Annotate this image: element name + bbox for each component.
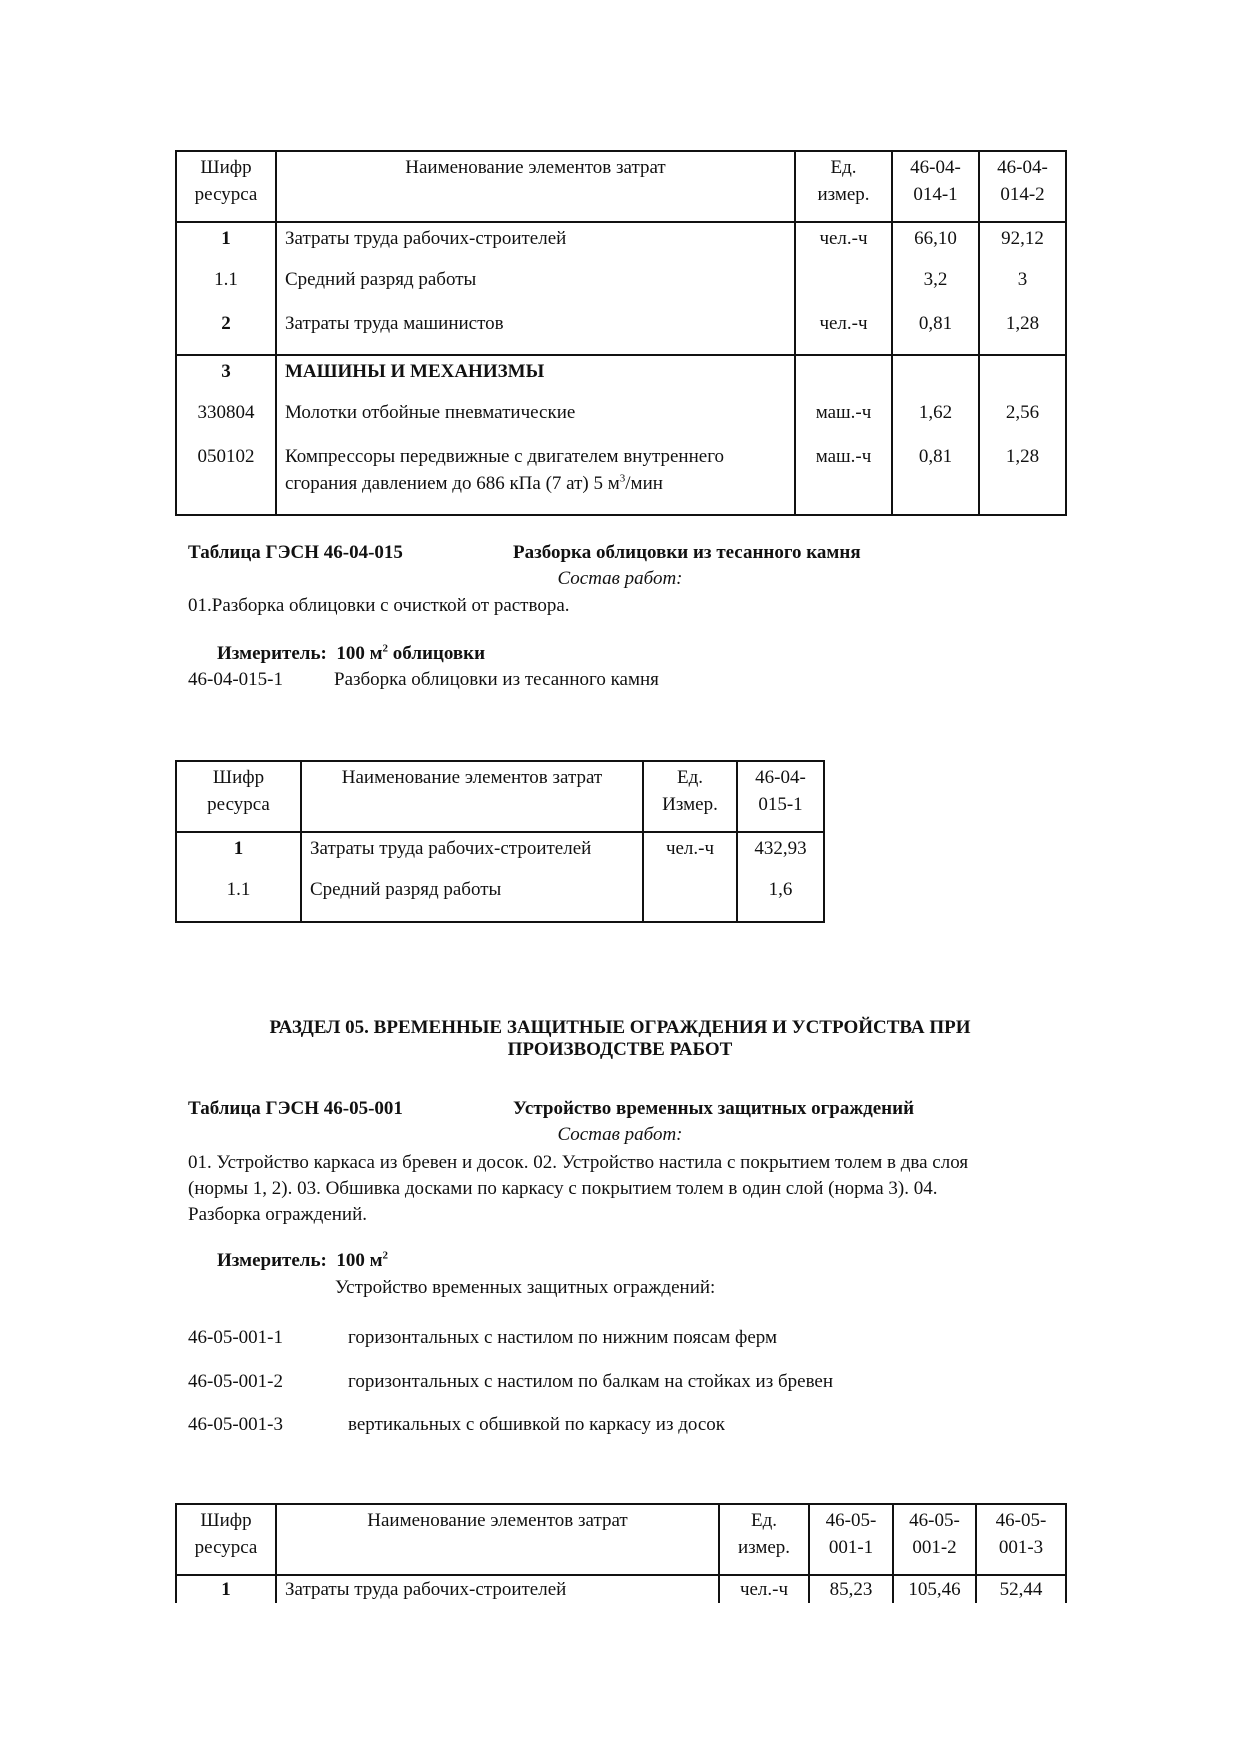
resource-table-46-04-015	[175, 760, 825, 923]
row-name: Средний разряд работы	[276, 266, 795, 310]
row-code: 2	[176, 310, 276, 355]
row-unit: чел.-ч	[719, 1575, 809, 1603]
header-name: Наименование элементов затрат	[276, 151, 795, 222]
header-norm-1: 46-05- 001-1	[809, 1504, 893, 1575]
norm-name: горизонтальных с настилом по балкам на стойках из бревен	[348, 1371, 834, 1392]
table-row	[176, 876, 824, 922]
table-row	[176, 310, 1066, 355]
table-header-row	[176, 761, 824, 832]
table-row	[176, 222, 1066, 266]
table-row	[176, 832, 824, 876]
norm-code: 46-05-001-1	[188, 1327, 283, 1348]
section-heading: РАЗДЕЛ 05. ВРЕМЕННЫЕ ЗАЩИТНЫЕ ОГРАЖДЕНИЯ И УСТРОЙСТВА ПРИ ПРОИЗВОДСТВЕ РАБОТ	[269, 1017, 971, 1060]
row-value-2: 1,28	[979, 443, 1066, 515]
row-code: 1.1	[176, 266, 276, 310]
header-name: Наименование элементов затрат	[301, 761, 643, 832]
norm-code: 46-05-001-2	[188, 1371, 283, 1392]
row-name: Молотки отбойные пневматические	[276, 399, 795, 443]
header-norm-2: 46-05- 001-2	[893, 1504, 976, 1575]
row-unit	[795, 266, 892, 310]
row-value-2: 105,46	[893, 1575, 976, 1603]
norm-group-title: Устройство временных защитных ограждений:	[335, 1277, 716, 1298]
row-value-1: 85,23	[809, 1575, 893, 1603]
norm-name: горизонтальных с настилом по нижним поясам ферм	[348, 1327, 777, 1348]
row-value-3: 52,44	[976, 1575, 1066, 1603]
row-value-2: 2,56	[979, 399, 1066, 443]
row-code: 1	[176, 832, 301, 876]
row-name: Средний разряд работы	[301, 876, 643, 922]
composition-text: 01.Разборка облицовки с очисткой от раствора.	[188, 595, 570, 616]
norm-code: 46-04-015-1	[188, 669, 283, 690]
table-row	[176, 266, 1066, 310]
composition-label: Состав работ:	[557, 1124, 683, 1145]
table-header-row	[176, 151, 1066, 222]
row-name: Компрессоры передвижные с двигателем внутреннего сгорания давлением до 686 кПа (7 ат) 5 $м^3$/мин	[276, 443, 795, 515]
row-unit: чел.-ч	[795, 222, 892, 266]
table-title: Устройство временных защитных ограждений	[513, 1098, 915, 1119]
row-name: Затраты труда рабочих-строителей	[301, 832, 643, 876]
row-value-1	[892, 355, 979, 399]
header-norm-2: 46-04- 014-2	[979, 151, 1066, 222]
header-norm-3: 46-05- 001-3	[976, 1504, 1066, 1575]
row-code: 1	[176, 222, 276, 266]
row-value-1: 0,81	[892, 443, 979, 515]
norm-code: 46-05-001-3	[188, 1414, 283, 1435]
row-unit	[643, 876, 737, 922]
header-unit: Ед. измер.	[795, 151, 892, 222]
header-name: Наименование элементов затрат	[276, 1504, 719, 1575]
header-unit: Ед. Измер.	[643, 761, 737, 832]
row-code: 050102	[176, 443, 276, 515]
row-value-1: 1,6	[737, 876, 824, 922]
header-code: Шифр ресурса	[176, 1504, 276, 1575]
norm-item	[188, 1327, 1088, 1349]
resource-table-46-05-001	[175, 1503, 1067, 1603]
header-code: Шифр ресурса	[176, 151, 276, 222]
row-value-1: 66,10	[892, 222, 979, 266]
row-unit: маш.-ч	[795, 399, 892, 443]
table-row	[176, 399, 1066, 443]
row-value-1: 0,81	[892, 310, 979, 355]
row-value-1: 3,2	[892, 266, 979, 310]
table-row	[176, 443, 1066, 515]
table-row-group-header	[176, 355, 1066, 399]
norm-name: вертикальных с обшивкой по каркасу из досок	[348, 1414, 726, 1435]
row-code: 1.1	[176, 876, 301, 922]
table-label: Таблица ГЭСН 46-04-015	[188, 542, 403, 563]
row-value-2: 1,28	[979, 310, 1066, 355]
row-name: Затраты труда рабочих-строителей	[276, 222, 795, 266]
row-value-2: 3	[979, 266, 1066, 310]
row-unit	[795, 355, 892, 399]
row-name: Затраты труда машинистов	[276, 310, 795, 355]
header-norm-1: 46-04- 014-1	[892, 151, 979, 222]
row-name: Затраты труда рабочих-строителей	[276, 1575, 719, 1603]
header-code: Шифр ресурса	[176, 761, 301, 832]
norm-name: Разборка облицовки из тесанного камня	[334, 669, 659, 690]
norm-item	[188, 1371, 1088, 1393]
table-title: Разборка облицовки из тесанного камня	[513, 542, 861, 563]
measure: Измеритель: 100 $м^2$ облицовки	[217, 642, 486, 664]
resource-table-46-04-014	[175, 150, 1067, 516]
header-unit: Ед. измер.	[719, 1504, 809, 1575]
row-unit: маш.-ч	[795, 443, 892, 515]
composition-text: 01. Устройство каркаса из бревен и досок. 02. Устройство настила с покрытием толем в два слоя (нормы 1, 2). 03. Обшивка досками по каркасу с покрытием толем в один слой (норма 3). 04. Разборка ограждений.	[188, 1152, 969, 1225]
row-name: МАШИНЫ И МЕХАНИЗМЫ	[276, 355, 795, 399]
measure: Измеритель: 100 $м^2$	[217, 1249, 389, 1271]
norm-item	[188, 1414, 1088, 1436]
row-code: 3	[176, 355, 276, 399]
table-header-row	[176, 1504, 1066, 1575]
table-row	[176, 1575, 1066, 1603]
norm-item	[188, 669, 659, 691]
row-code: 330804	[176, 399, 276, 443]
table-label: Таблица ГЭСН 46-05-001	[188, 1098, 403, 1119]
row-unit: чел.-ч	[795, 310, 892, 355]
composition-label: Состав работ:	[557, 568, 683, 589]
row-value-1: 432,93	[737, 832, 824, 876]
row-value-2	[979, 355, 1066, 399]
row-value-2: 92,12	[979, 222, 1066, 266]
header-norm-1: 46-04- 015-1	[737, 761, 824, 832]
row-value-1: 1,62	[892, 399, 979, 443]
row-code: 1	[176, 1575, 276, 1603]
row-unit: чел.-ч	[643, 832, 737, 876]
